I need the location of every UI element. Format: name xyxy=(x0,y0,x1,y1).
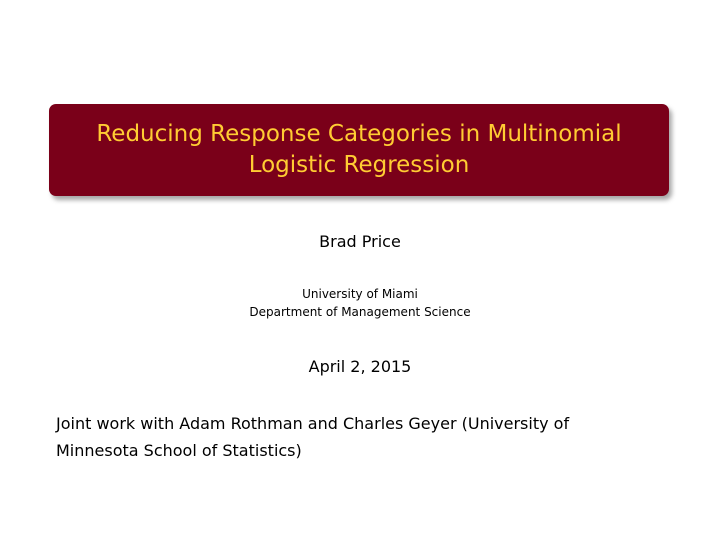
presentation-title: Reducing Response Categories in Multinomial Logistic Regression xyxy=(96,121,622,178)
presentation-date: April 2, 2015 xyxy=(308,357,412,376)
affiliation-university: University of Miami xyxy=(302,287,418,301)
affiliation-department: Department of Management Science xyxy=(249,305,471,319)
affiliation xyxy=(0,285,720,321)
title-banner xyxy=(49,104,669,196)
joint-work-note: Joint work with Adam Rothman and Charles Geyer (University of Minnesota School of Statistics) xyxy=(56,414,570,460)
author-name: Brad Price xyxy=(319,232,401,251)
